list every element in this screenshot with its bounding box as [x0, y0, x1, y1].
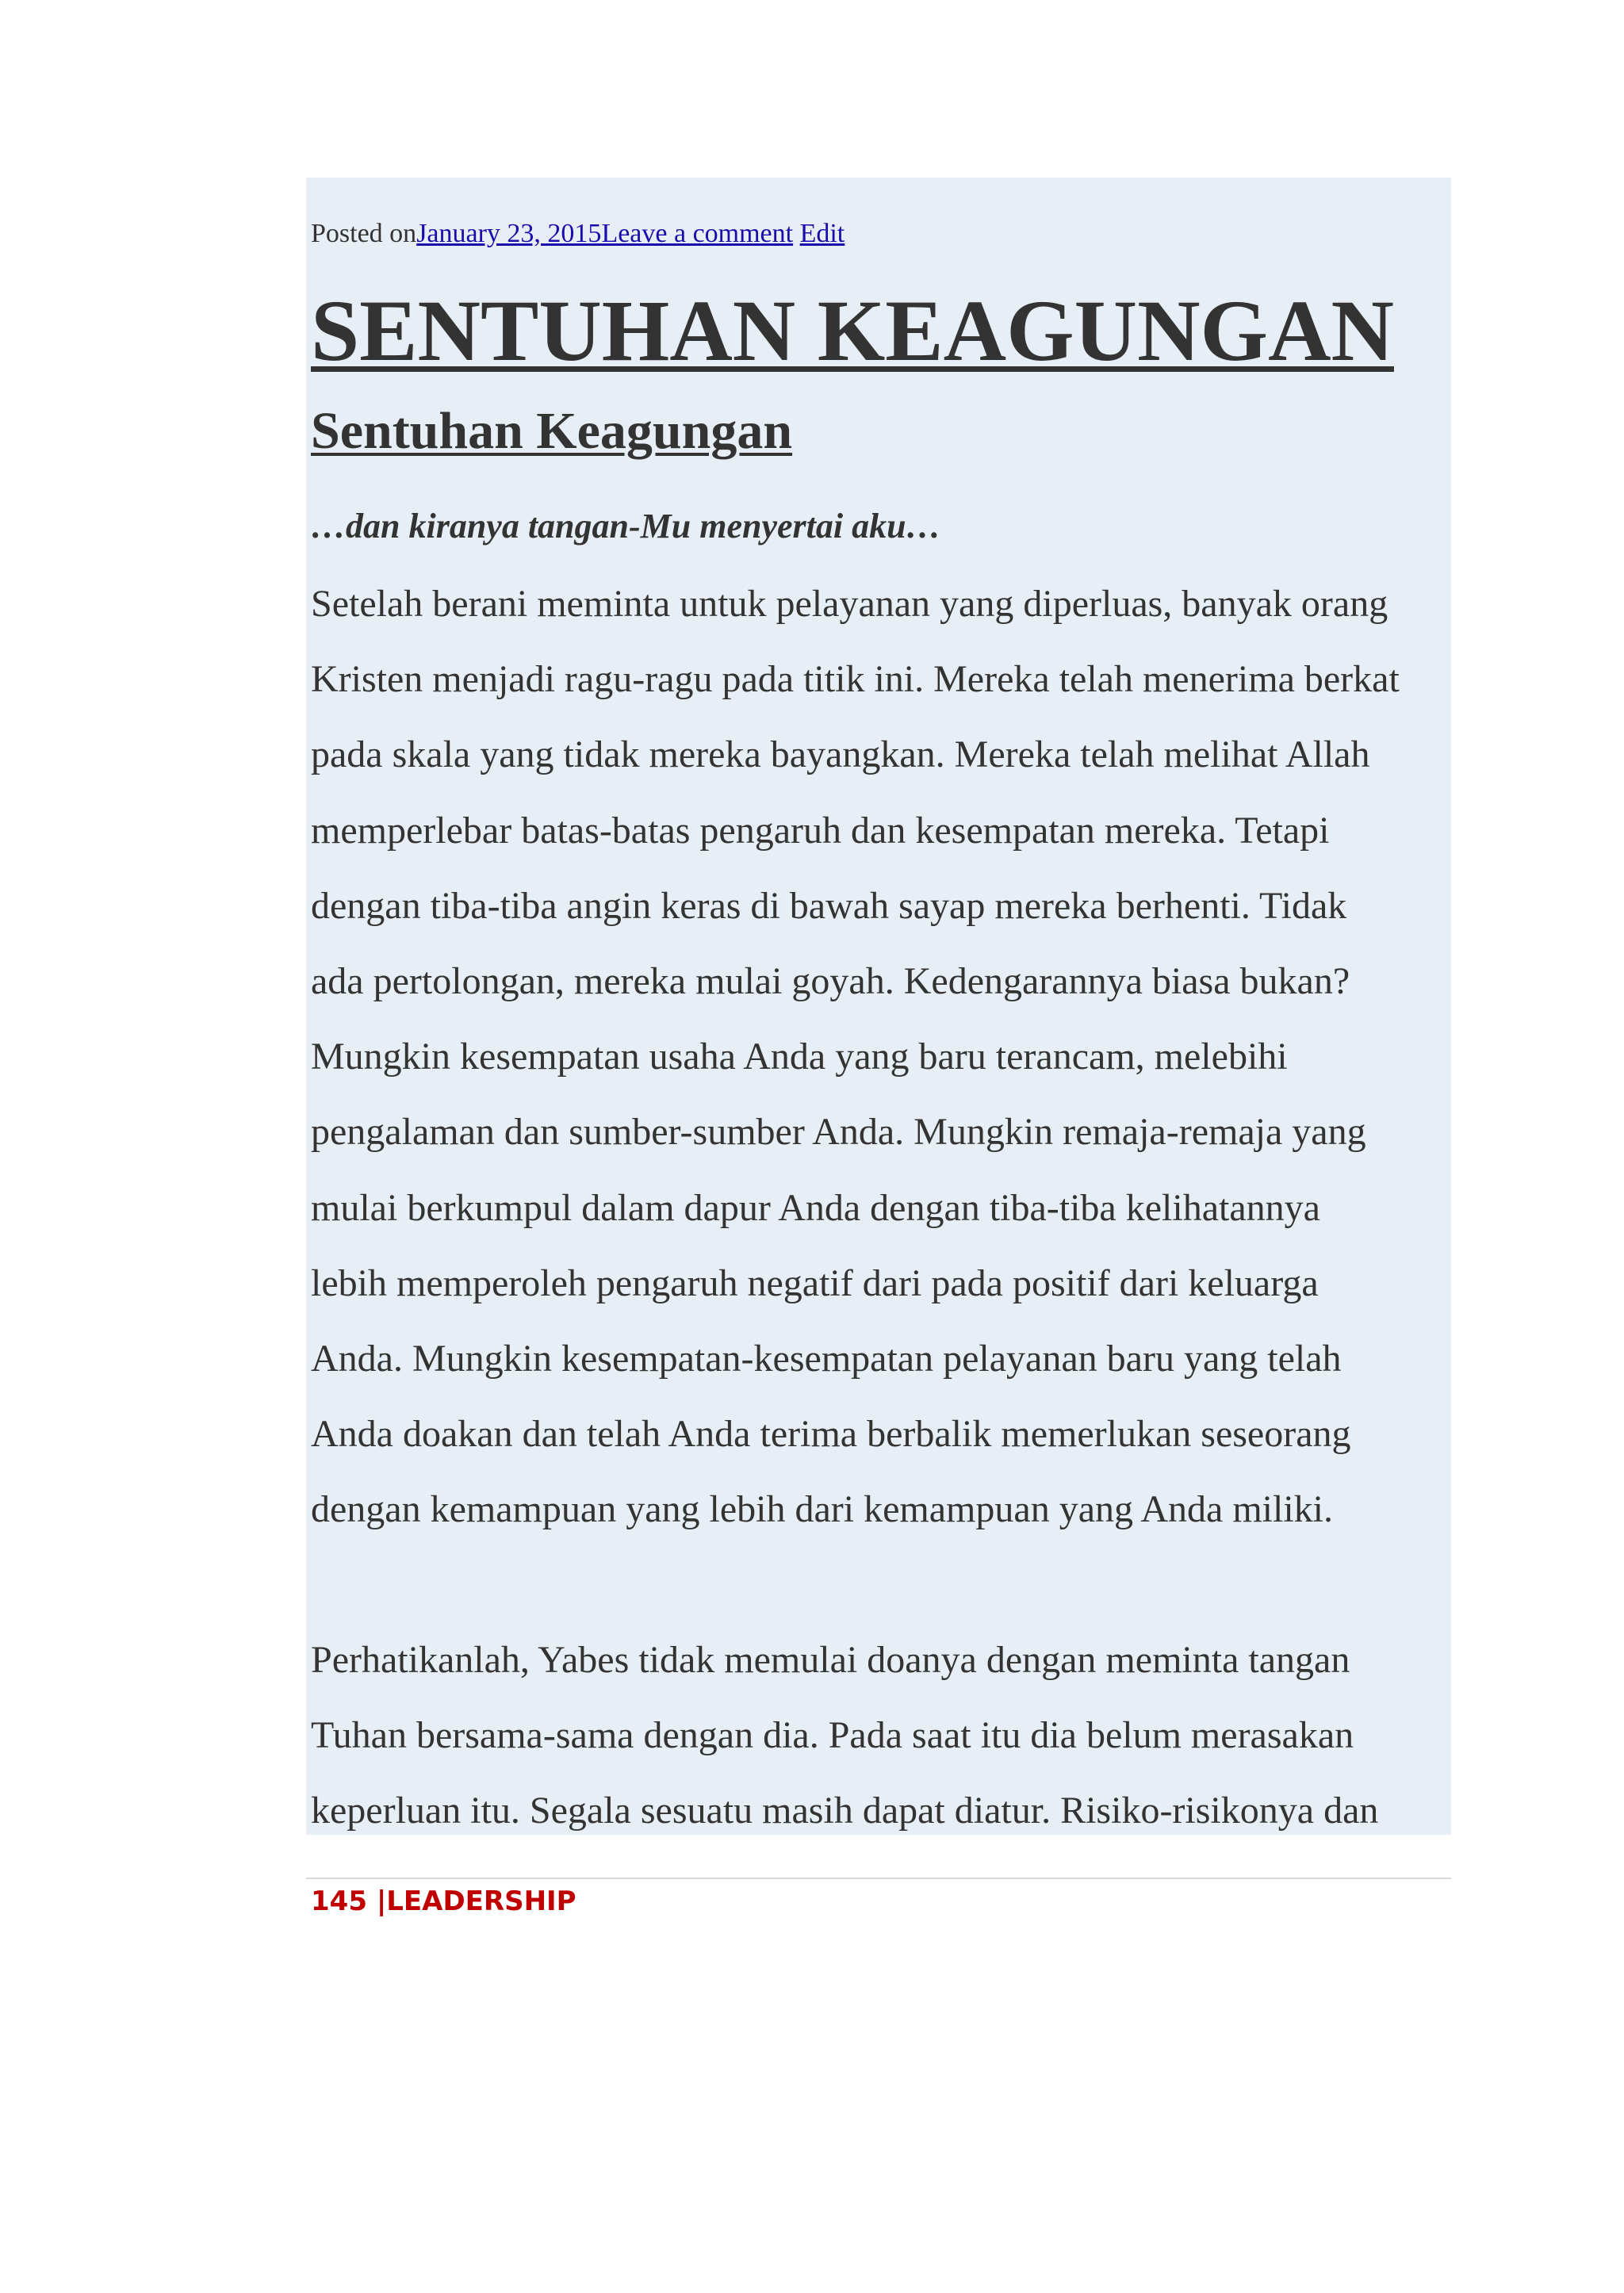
- paragraph-line: mulai berkumpul dalam dapur Anda dengan tiba-tiba kelihatannya: [311, 1186, 1320, 1229]
- paragraph-line: pengalaman dan sumber-sumber Anda. Mungkin remaja-remaja yang: [311, 1111, 1366, 1154]
- paragraph-1: [311, 566, 1400, 1548]
- paragraph-line: Tuhan bersama-sama dengan dia. Pada saat itu dia belum merasakan: [311, 1714, 1354, 1757]
- paragraph-line: Anda doakan dan telah Anda terima berbalik memerlukan seseorang: [311, 1413, 1351, 1456]
- paragraph-line: keperluan itu. Segala sesuatu masih dapat diatur. Risiko-risikonya dan: [311, 1790, 1379, 1832]
- leave-comment-link[interactable]: Leave a comment: [601, 219, 794, 248]
- page-subtitle: Sentuhan Keagungan: [311, 402, 793, 460]
- page-number: 145: [311, 1885, 367, 1917]
- paragraph-line: Mungkin kesempatan usaha Anda yang baru terancam, melebihi: [311, 1035, 1288, 1078]
- paragraph-line: Setelah berani meminta untuk pelayanan yang diperluas, banyak orang: [311, 583, 1388, 625]
- footer-separator: |: [366, 1885, 387, 1917]
- page-title: SENTUHAN KEAGUNGAN: [311, 282, 1394, 379]
- paragraph-line: dengan kemampuan yang lebih dari kemampuan yang Anda miliki.: [311, 1488, 1333, 1531]
- footer-section: LEADERSHIP: [386, 1885, 576, 1917]
- paragraph-2: [311, 1622, 1378, 1849]
- verse-quote: …dan kiranya tangan-Mu menyertai aku…: [311, 507, 941, 545]
- posted-label: Posted on: [311, 219, 417, 248]
- edit-link[interactable]: Edit: [799, 219, 845, 248]
- date-link[interactable]: January 23, 2015: [416, 219, 602, 248]
- paragraph-line: ada pertolongan, mereka mulai goyah. Kedengarannya biasa bukan?: [311, 960, 1350, 1003]
- page-footer: [311, 1885, 576, 1917]
- paragraph-line: memperlebar batas-batas pengaruh dan kesempatan mereka. Tetapi: [311, 809, 1330, 852]
- paragraph-line: dengan tiba-tiba angin keras di bawah sayap mereka berhenti. Tidak: [311, 884, 1347, 927]
- paragraph-line: Perhatikanlah, Yabes tidak memulai doanya dengan meminta tangan: [311, 1639, 1350, 1681]
- footer-divider: [306, 1878, 1451, 1879]
- paragraph-line: Anda. Mungkin kesempatan-kesempatan pelayanan baru yang telah: [311, 1338, 1342, 1380]
- paragraph-line: pada skala yang tidak mereka bayangkan. Mereka telah melihat Allah: [311, 733, 1370, 776]
- paragraph-line: lebih memperoleh pengaruh negatif dari pada positif dari keluarga: [311, 1261, 1319, 1304]
- paragraph-line: Kristen menjadi ragu-ragu pada titik ini. Mereka telah menerima berkat: [311, 658, 1400, 701]
- post-meta: [311, 219, 845, 249]
